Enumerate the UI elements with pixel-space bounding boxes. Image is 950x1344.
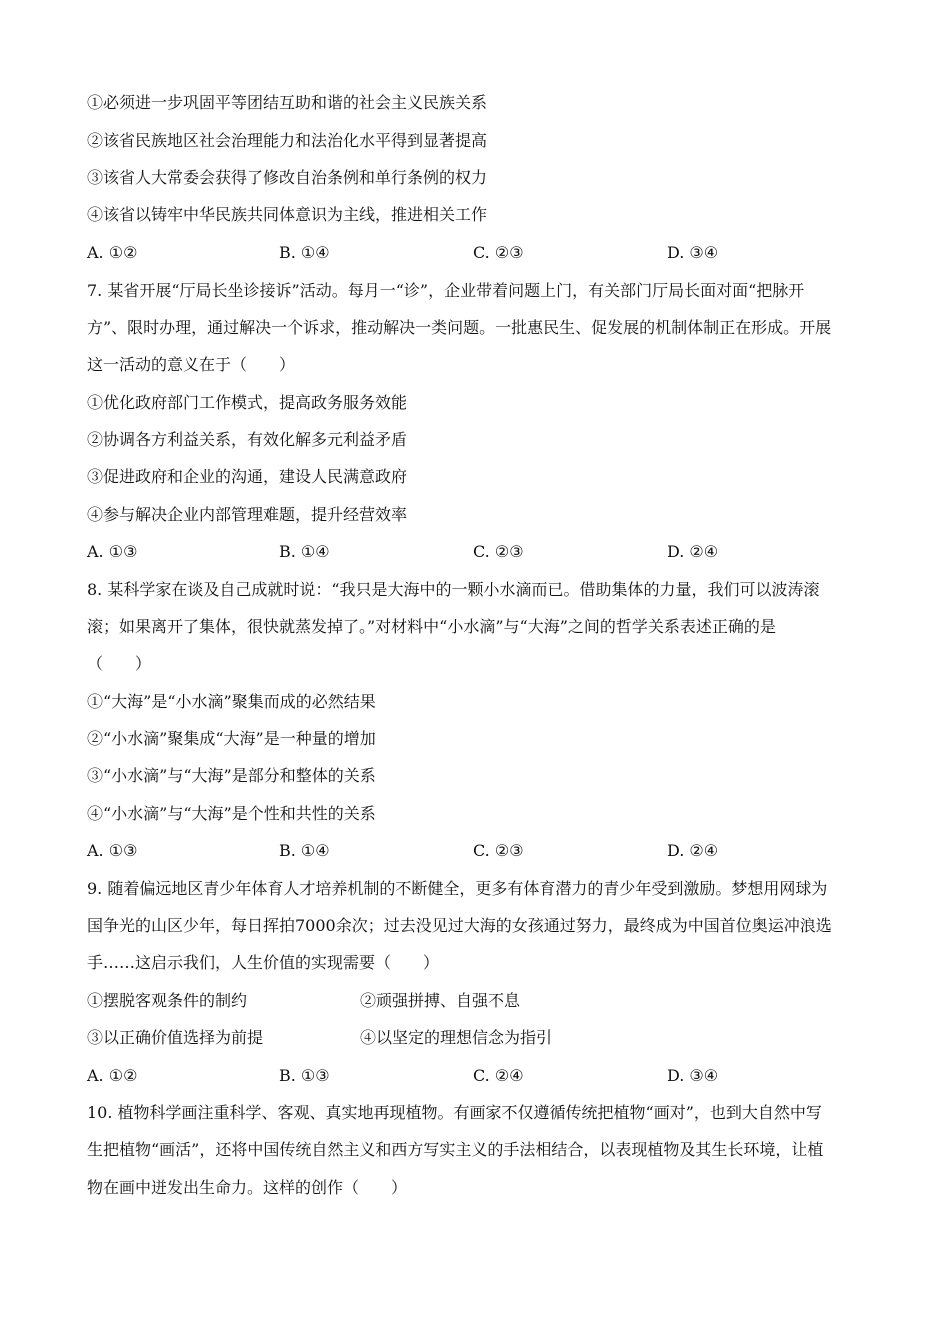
q7-item-3: ③促进政府和企业的沟通，建设人民满意政府 (87, 467, 408, 486)
q9-item-1: ①摆脱客观条件的制约 (87, 991, 248, 1010)
q8-stem-line-1: 8. 某科学家在谈及自己成就时说：“我只是大海中的一颗小水滴而已。借助集体的力量，我们可以波涛滚 (87, 580, 820, 599)
q6-item-2: ②该省民族地区社会治理能力和法治化水平得到显著提高 (87, 131, 488, 150)
q7-option-d: D. ②④ (667, 542, 719, 561)
q6-option-c: C. ②③ (473, 243, 524, 262)
q6-item-1: ①必须进一步巩固平等团结互助和谐的社会主义民族关系 (87, 93, 488, 112)
q6-option-d: D. ③④ (667, 243, 719, 262)
q9-option-c: C. ②④ (473, 1066, 524, 1085)
q9-item-3: ③以正确价值选择为前提 (87, 1028, 264, 1047)
q7-option-a: A. ①③ (87, 542, 138, 561)
q10-stem-line-1: 10. 植物科学画注重科学、客观、真实地再现植物。有画家不仅遵循传统把植物“画对”，也到大自然中写 (87, 1103, 822, 1122)
q8-option-b: B. ①④ (279, 841, 330, 860)
q6-option-b: B. ①④ (279, 243, 330, 262)
q7-stem-line-1: 7. 某省开展“厅局长坐诊接诉”活动。每月一“诊”，企业带着问题上门，有关部门厅局长面对面“把脉开 (87, 281, 805, 300)
q8-option-c: C. ②③ (473, 841, 524, 860)
q9-option-a: A. ①② (87, 1066, 138, 1085)
q9-stem-line-1: 9. 随着偏远地区青少年体育人才培养机制的不断健全，更多有体育潜力的青少年受到激励。梦想用网球为 (87, 879, 828, 898)
q9-option-b: B. ①③ (279, 1066, 330, 1085)
q8-item-1: ①“大海”是“小水滴”聚集而成的必然结果 (87, 692, 376, 711)
q7-option-b: B. ①④ (279, 542, 330, 561)
q7-stem-line-2: 方”、限时办理，通过解决一个诉求，推动解决一类问题。一批惠民生、促发展的机制体制正在形成。开展 (87, 318, 832, 337)
q7-option-c: C. ②③ (473, 542, 524, 561)
q9-item-4: ④以坚定的理想信念为指引 (360, 1028, 553, 1047)
q8-item-2: ②“小水滴”聚集成“大海”是一种量的增加 (87, 729, 376, 748)
q8-option-a: A. ①③ (87, 841, 138, 860)
q7-item-4: ④参与解决企业内部管理难题，提升经营效率 (87, 505, 408, 524)
q6-option-a: A. ①② (87, 243, 138, 262)
q9-stem-line-2: 国争光的山区少年，每日挥拍7000余次；过去没见过大海的女孩通过努力，最终成为中国首位奥运冲浪选 (87, 916, 832, 935)
q6-item-3: ③该省人大常委会获得了修改自治条例和单行条例的权力 (87, 168, 488, 187)
q10-stem-line-3: 物在画中迸发出生命力。这样的创作（ ） (87, 1178, 408, 1197)
q8-stem-line-2: 滚；如果离开了集体，很快就蒸发掉了。”对材料中“小水滴”与“大海”之间的哲学关系表述正确的是 (87, 617, 776, 636)
q7-stem-line-3: 这一活动的意义在于（ ） (87, 355, 296, 374)
q10-stem-line-2: 生把植物“画活”，还将中国传统自然主义和西方写实主义的手法相结合，以表现植物及其生长环境，让植 (87, 1140, 824, 1159)
q9-option-d: D. ③④ (667, 1066, 719, 1085)
q6-item-4: ④该省以铸牢中华民族共同体意识为主线，推进相关工作 (87, 205, 488, 224)
q8-item-3: ③“小水滴”与“大海”是部分和整体的关系 (87, 766, 376, 785)
q9-stem-line-3: 手……这启示我们，人生价值的实现需要（ ） (87, 953, 440, 972)
q8-item-4: ④“小水滴”与“大海”是个性和共性的关系 (87, 804, 376, 823)
q9-item-2: ②顽强拼搏、自强不息 (360, 991, 521, 1010)
q8-stem-line-3: （ ） (87, 654, 152, 673)
q7-item-2: ②协调各方利益关系，有效化解多元利益矛盾 (87, 430, 408, 449)
q8-option-d: D. ②④ (667, 841, 719, 860)
q7-item-1: ①优化政府部门工作模式，提高政务服务效能 (87, 393, 408, 412)
